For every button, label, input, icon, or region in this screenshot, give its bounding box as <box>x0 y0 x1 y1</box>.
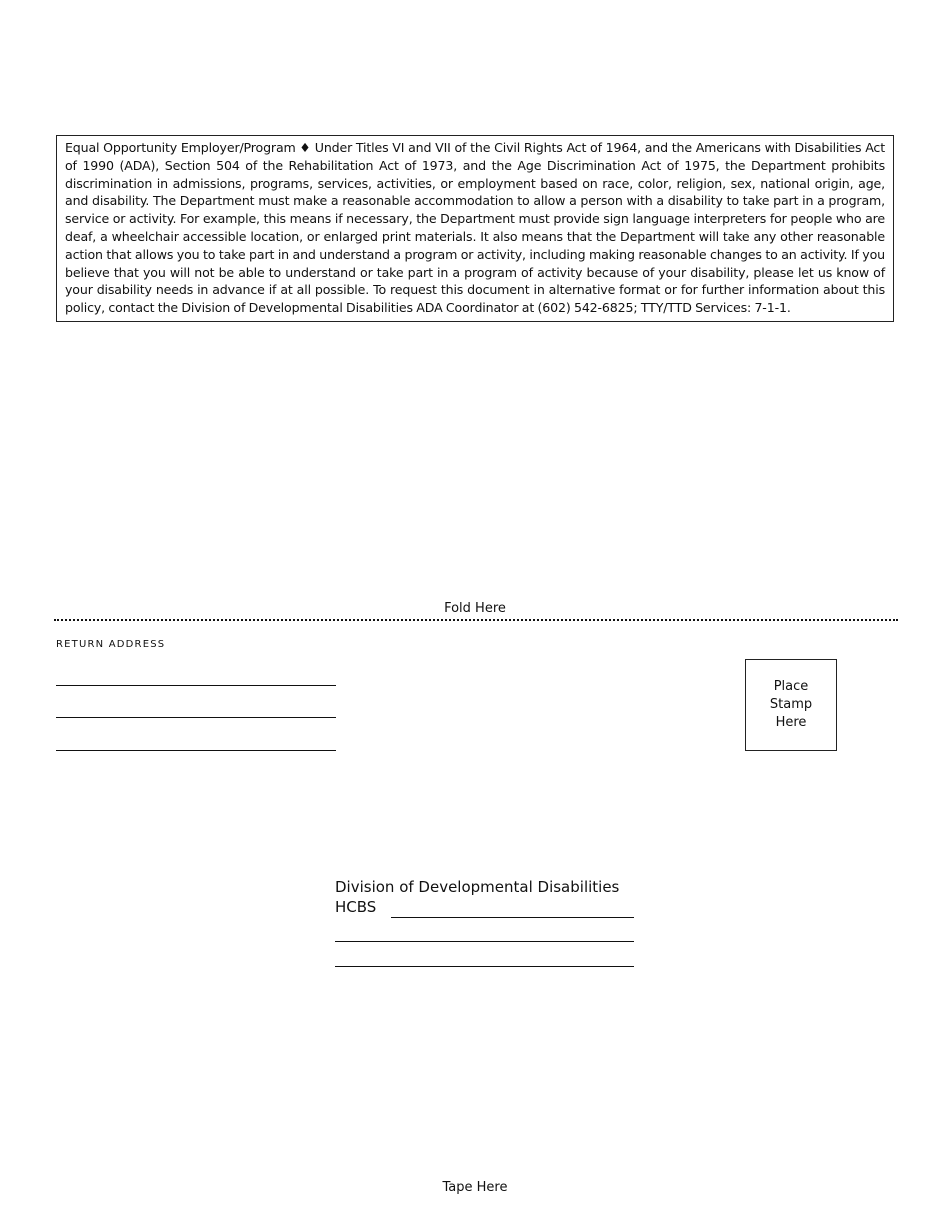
return-address-label: RETURN ADDRESS <box>56 639 166 650</box>
notice-text: Equal Opportunity Employer/Program ♦ Under Titles VI and VII of the Civil Rights Act of 1964, and the Americans with Disabilities Act of 1990 (ADA), Section 504 of the Rehabilitation Act of 1973, and the Age Discrimination Act of 1975, the Department prohibits discrimination in admissions, programs, services, activities, or employment based on race, color, religion, sex, national origin, age, and disability. The Department must make a reasonable accommodation to allow a person with a disability to take part in a program, service or activity. For example, this means if necessary, the Department must provide sign language interpreters for people who are deaf, a wheelchair accessible location, or enlarged print materials. It also means that the Department will take any other reasonable action that allows you to take part in and understand a program or activity, including making reasonable changes to an activity. If you believe that you will not be able to understand or take part in a program of activity because of your disability, please let us know of your disability needs in advance if at all possible. To request this document in alternative format or for further information about this policy, contact the Division of Developmental Disabilities ADA Coordinator at (602) 542-6825; TTY/TTD Services: 7-1-1. <box>65 140 885 316</box>
nondiscrimination-notice <box>56 135 894 322</box>
stamp-box <box>745 659 837 751</box>
fold-here-label: Fold Here <box>444 601 506 616</box>
fold-line <box>54 619 898 621</box>
tape-here-label: Tape Here <box>442 1180 508 1195</box>
return-address-line-2 <box>56 717 336 718</box>
recipient-division: Division of Developmental Disabilities <box>335 878 620 896</box>
stamp-text-line3: Here <box>775 715 807 730</box>
stamp-text-line2: Stamp <box>769 697 813 712</box>
recipient-address-line-2 <box>335 941 634 942</box>
return-address-line-3 <box>56 750 336 751</box>
recipient-hcbs: HCBS <box>335 898 377 916</box>
stamp-text-line1: Place <box>773 679 809 694</box>
recipient-address-line-3 <box>335 966 634 967</box>
return-address-line-1 <box>56 685 336 686</box>
recipient-address-line-1 <box>391 917 634 918</box>
